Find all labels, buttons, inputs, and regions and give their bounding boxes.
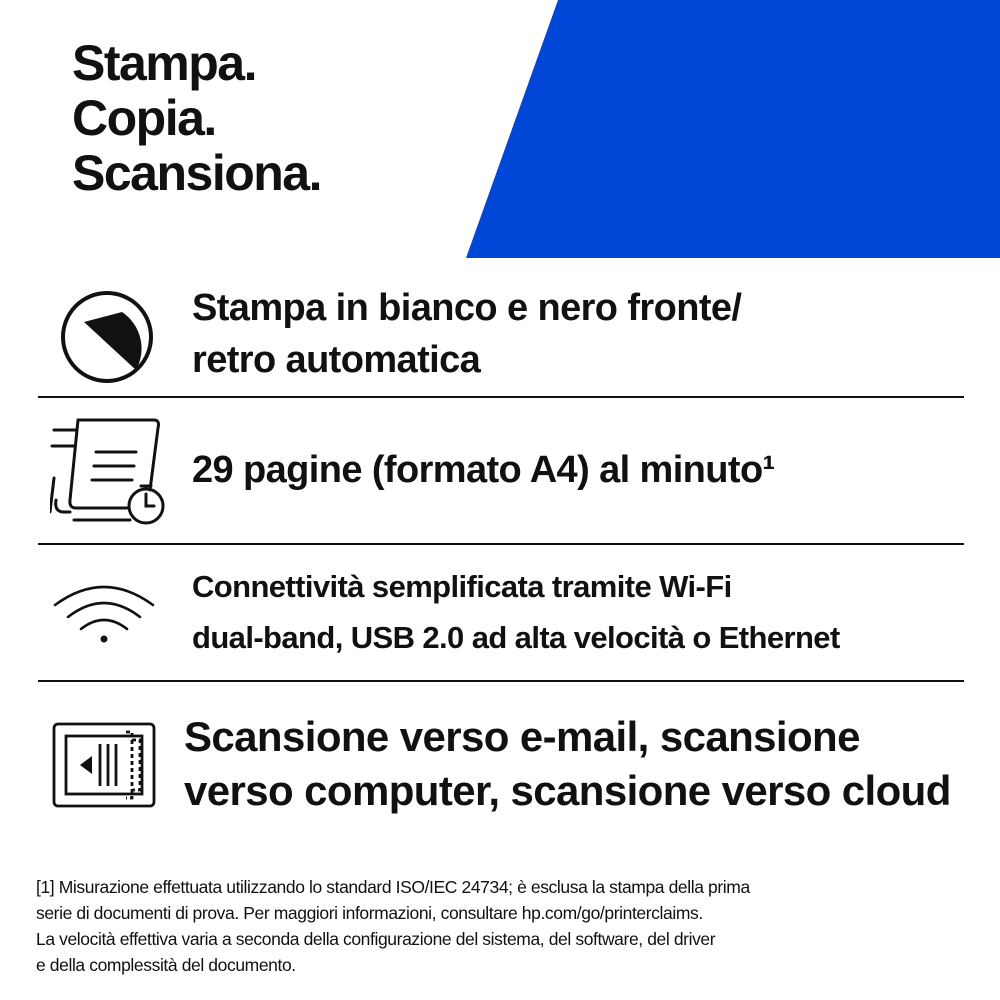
blue-banner-shape (466, 0, 1000, 258)
headline-line: Copia. (72, 90, 216, 146)
footnote-line: serie di documenti di prova. Per maggiori informazioni, consultare hp.com/go/printerclaims. (36, 903, 703, 923)
divider (38, 396, 964, 398)
feature-text: Stampa in bianco e nero fronte/ (192, 287, 742, 329)
feature-text: Connettività semplificata tramite Wi-Fi (192, 569, 732, 604)
headline-line: Scansiona. (72, 145, 321, 201)
feature-text: verso computer, scansione verso cloud (184, 767, 951, 814)
divider (38, 543, 964, 545)
pages-per-minute-icon (50, 416, 170, 528)
feature-speed (38, 400, 964, 540)
footnote (36, 874, 966, 978)
feature-connectivity (38, 547, 964, 679)
feature-text: 29 pagine (formato A4) al minuto¹ (192, 449, 775, 491)
feature-duplex (38, 272, 964, 392)
feature-text: Scansione verso e-mail, scansione (184, 713, 860, 760)
feature-text: dual-band, USB 2.0 ad alta velocità o Ethernet (192, 620, 840, 655)
footnote-line: La velocità effettiva varia a seconda della configurazione del sistema, del software, del driver (36, 929, 716, 949)
headline-line: Stampa. (72, 35, 257, 91)
headline (72, 36, 321, 201)
footnote-line: e della complessità del documento. (36, 955, 296, 975)
feature-text: retro automatica (192, 339, 481, 381)
duplex-icon (60, 290, 154, 384)
divider (38, 680, 964, 682)
scan-icon (52, 722, 156, 808)
wifi-icon (52, 583, 156, 645)
feature-scan (38, 684, 964, 834)
footnote-line: [1] Misurazione effettuata utilizzando lo standard ISO/IEC 24734; è esclusa la stampa della prima (36, 877, 750, 897)
